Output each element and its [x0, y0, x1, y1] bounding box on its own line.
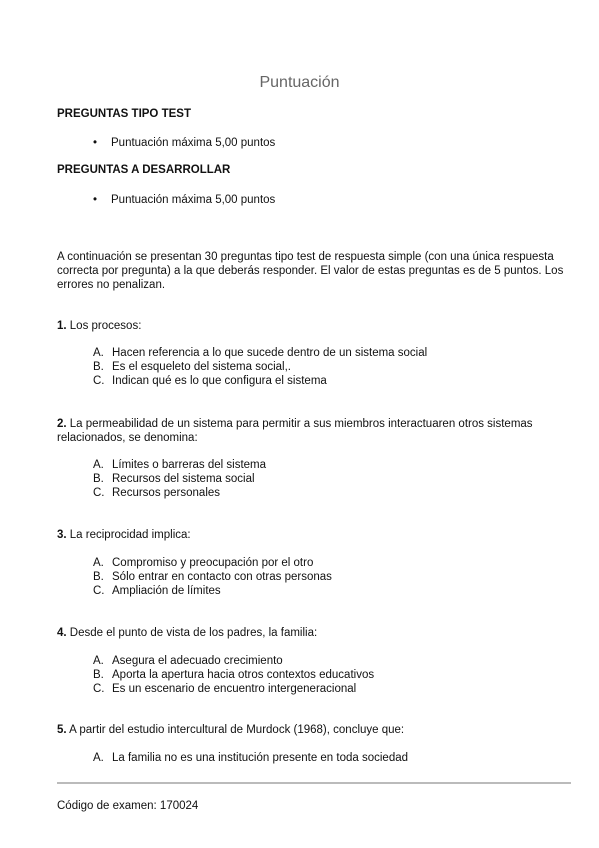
option-letter: A.: [93, 459, 104, 471]
question-number: 4.: [57, 627, 67, 639]
option-text: Recursos del sistema social: [112, 472, 255, 485]
option-b: [93, 473, 266, 487]
option-text: Sólo entrar en contacto con otras personas: [112, 570, 332, 583]
intro-paragraph: A continuación se presentan 30 preguntas tipo test de respuesta simple (con una única respuesta correcta por pregunta) a la que deberás responder. El valor de estas preguntas es de 5 puntos. Los errores no penalizan.: [57, 251, 564, 291]
option-letter: A.: [93, 557, 104, 569]
option-letter: B.: [93, 668, 104, 681]
question-1: [57, 319, 573, 333]
bullet-icon: •: [93, 194, 98, 206]
option-text: Es un escenario de encuentro intergeneracional: [112, 682, 357, 695]
question-text: La reciprocidad implica:: [66, 529, 191, 541]
option-text: Asegura el adecuado crecimiento: [112, 655, 283, 667]
option-letter: A.: [93, 752, 104, 764]
question-number: 5.: [57, 724, 67, 736]
option-c: [93, 487, 266, 501]
option-letter: C.: [93, 374, 105, 387]
question-4: [57, 626, 573, 640]
question-number: 1.: [57, 320, 67, 332]
option-b: [93, 571, 332, 585]
option-letter: B.: [93, 570, 104, 583]
option-letter: C.: [93, 584, 105, 597]
option-letter: C.: [93, 486, 105, 499]
option-text: La familia no es una institución presente en toda sociedad: [112, 752, 409, 764]
option-text: Compromiso y preocupación por el otro: [112, 557, 314, 569]
option-letter: C.: [93, 682, 105, 695]
bullet-item-test: [93, 137, 275, 149]
question-text: La permeabilidad de un sistema para permitir a sus miembros interactuaren otros sistemas relacionados, se denomina:: [57, 418, 533, 444]
option-text: Hacen referencia a lo que sucede dentro de un sistema social: [112, 347, 428, 359]
options-2: [93, 459, 266, 500]
option-a: [93, 459, 266, 473]
exam-code: Código de examen: 170024: [57, 800, 199, 812]
options-3: [93, 557, 332, 598]
bullet-icon: •: [93, 137, 98, 149]
bullet-text: Puntuación máxima 5,00 puntos: [111, 194, 276, 206]
option-b: [93, 361, 427, 375]
question-text: Los procesos:: [66, 320, 142, 332]
option-letter: A.: [93, 347, 104, 359]
option-a: [93, 655, 374, 669]
section-heading-test: PREGUNTAS TIPO TEST: [57, 108, 191, 120]
question-text: Desde el punto de vista de los padres, la familia:: [66, 627, 318, 639]
footer-divider: [57, 782, 571, 784]
option-letter: A.: [93, 655, 104, 667]
option-c: [93, 375, 427, 389]
question-2: [57, 417, 573, 445]
option-a: [93, 347, 427, 361]
question-number: 2.: [57, 418, 67, 430]
option-a: [93, 557, 332, 571]
option-letter: B.: [93, 360, 104, 373]
page-title: Puntuación: [259, 74, 340, 91]
option-text: Ampliación de límites: [112, 584, 221, 597]
option-b: [93, 669, 374, 683]
bullet-item-desarrollar: [93, 194, 275, 206]
option-text: Indican qué es lo que configura el sistema: [112, 374, 327, 387]
option-c: [93, 585, 332, 599]
section-heading-desarrollar: PREGUNTAS A DESARROLLAR: [57, 164, 231, 176]
question-3: [57, 528, 573, 542]
question-5: [57, 723, 573, 737]
option-text: Es el esqueleto del sistema social,.: [112, 360, 291, 373]
option-a: [93, 752, 408, 766]
options-1: [93, 347, 427, 388]
option-letter: B.: [93, 472, 104, 485]
option-text: Aporta la apertura hacia otros contextos educativos: [112, 668, 375, 681]
option-text: Límites o barreras del sistema: [112, 459, 267, 471]
bullet-text: Puntuación máxima 5,00 puntos: [111, 137, 276, 149]
options-5: [93, 752, 408, 766]
option-text: Recursos personales: [112, 486, 221, 499]
options-4: [93, 655, 374, 696]
question-number: 3.: [57, 529, 67, 541]
question-text: A partir del estudio intercultural de Murdock (1968), concluye que:: [66, 724, 405, 736]
option-c: [93, 683, 374, 697]
